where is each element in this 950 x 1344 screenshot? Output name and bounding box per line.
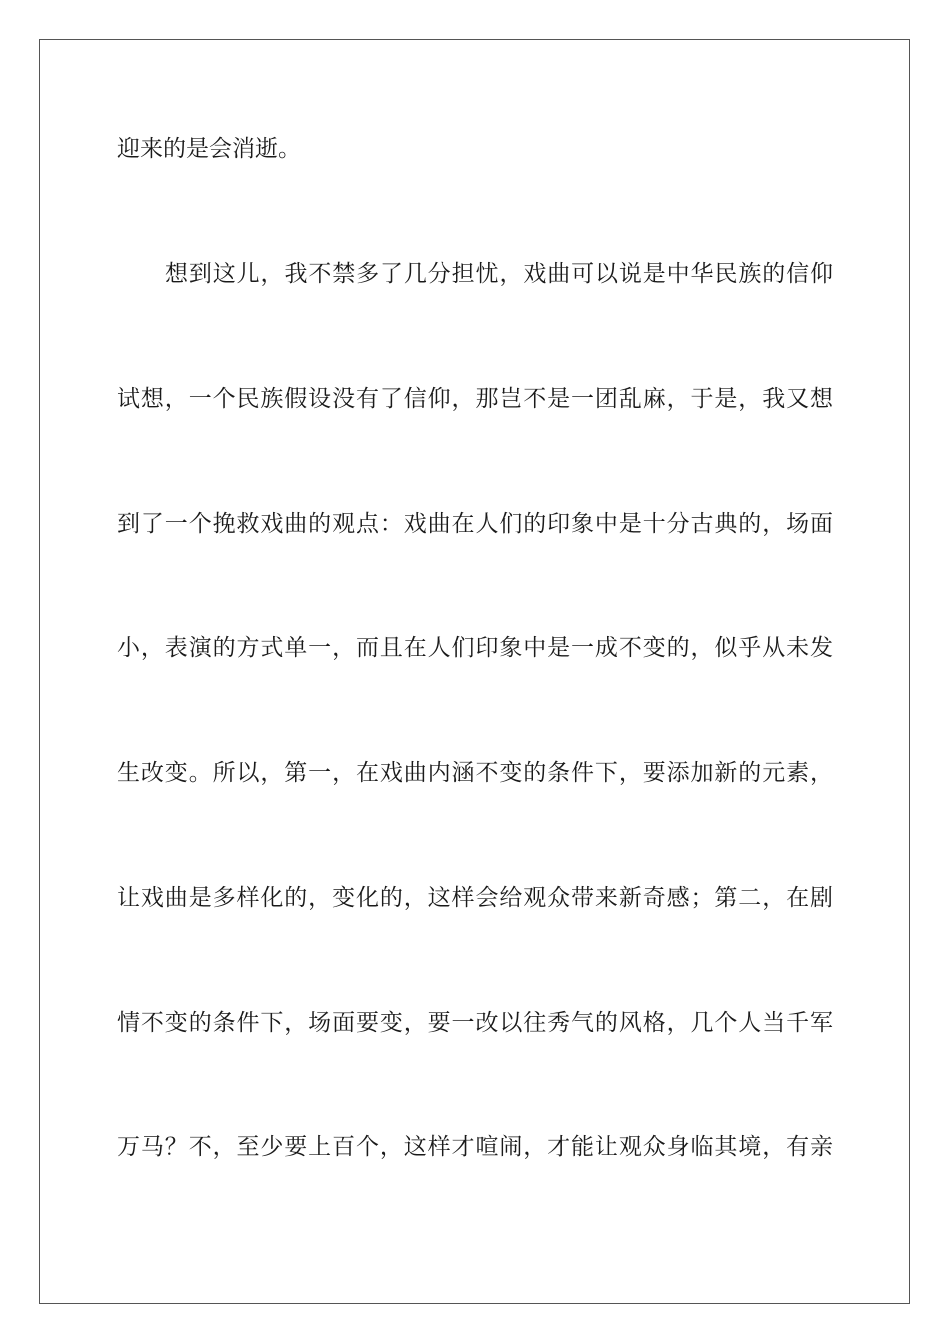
text-line-8: 情不变的条件下，场面要变，要一改以往秀气的风格，几个人当千军 — [117, 1010, 833, 1036]
text-line-1: 迎来的是会消逝。 — [117, 136, 301, 162]
text-line-4: 到了一个挽救戏曲的观点：戏曲在人们的印象中是十分古典的，场面 — [117, 511, 833, 537]
page-border — [39, 39, 910, 1304]
text-line-6: 生改变。所以，第一，在戏曲内涵不变的条件下，要添加新的元素， — [117, 760, 833, 786]
text-line-7: 让戏曲是多样化的，变化的，这样会给观众带来新奇感；第二，在剧 — [117, 885, 833, 911]
text-line-2: 想到这儿，我不禁多了几分担忧，戏曲可以说是中华民族的信仰 — [165, 261, 833, 287]
text-line-5: 小，表演的方式单一，而且在人们印象中是一成不变的，似乎从未发 — [117, 635, 833, 661]
text-line-9: 万马？不，至少要上百个，这样才喧闹，才能让观众身临其境，有亲 — [117, 1134, 833, 1160]
text-line-3: 试想，一个民族假设没有了信仰，那岂不是一团乱麻，于是，我又想 — [117, 386, 833, 412]
